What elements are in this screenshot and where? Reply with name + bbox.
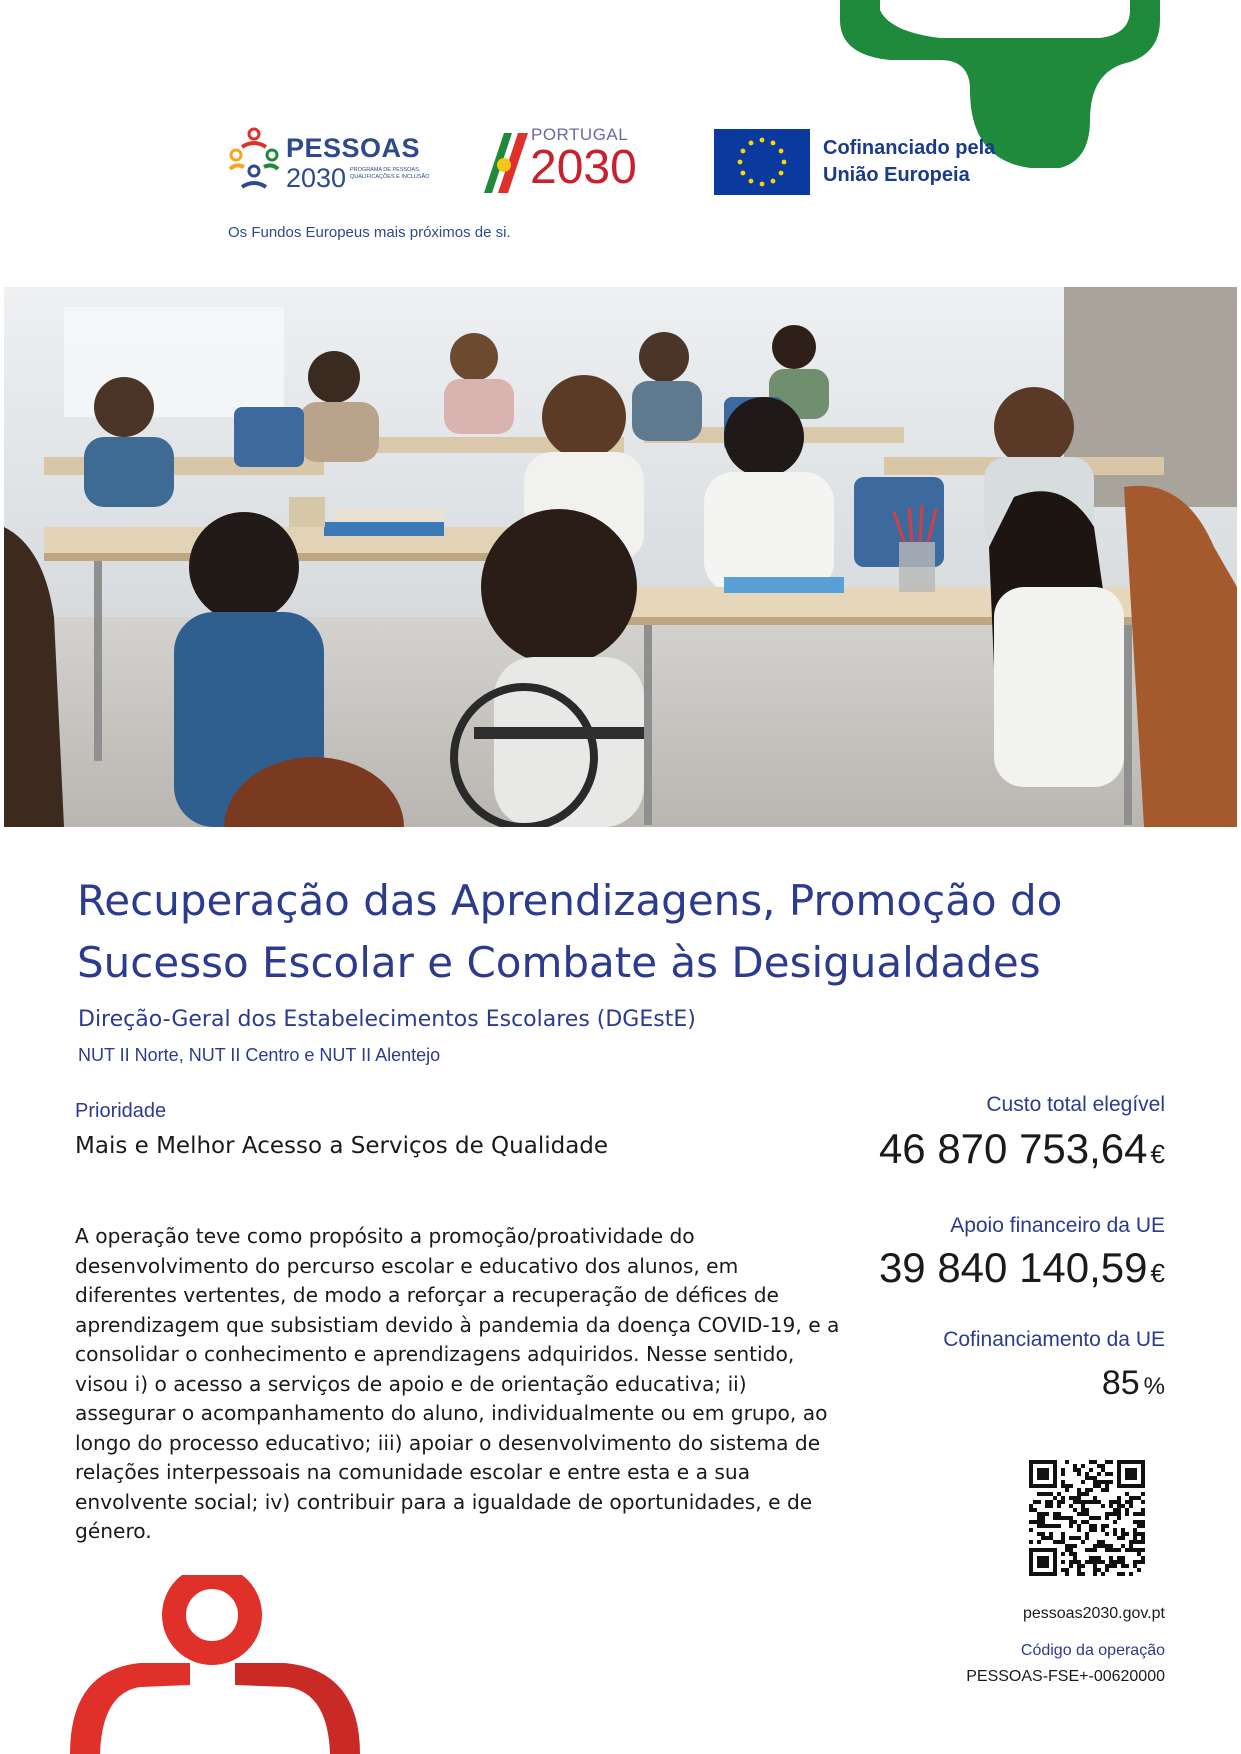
project-title-line2: Sucesso Escolar e Combate às Desigualdades [77, 938, 1041, 987]
eu-star-icon [771, 179, 776, 184]
eu-support-value [879, 1244, 1165, 1292]
eu-star-icon [771, 141, 776, 146]
total-cost-value [879, 1125, 1165, 1173]
eu-star-icon [782, 160, 787, 165]
operation-code-label: Código da operação [1020, 1642, 1165, 1659]
pessoas-figures-icon [228, 127, 280, 193]
eu-flag-icon [714, 129, 810, 195]
eu-text-line2: União Europeia [823, 164, 970, 186]
portugal2030-logo [478, 125, 653, 197]
total-cost-label: Custo total elegível [986, 1093, 1165, 1116]
percent-symbol: % [1143, 1373, 1165, 1400]
eu-star-icon [779, 149, 784, 154]
website-link[interactable]: pessoas2030.gov.pt [1022, 1605, 1165, 1622]
currency-symbol: € [1150, 1258, 1165, 1288]
regions: NUT II Norte, NUT II Centro e NUT II Alentejo [78, 1045, 441, 1065]
eu-support-label: Apoio financeiro da UE [950, 1214, 1165, 1237]
eu-star-icon [760, 138, 765, 143]
project-title-line1: Recuperação das Aprendizagens, Promoção do [77, 876, 1063, 925]
qr-code[interactable] [1029, 1460, 1145, 1576]
classroom-photo [4, 287, 1237, 827]
eu-star-icon [760, 182, 765, 187]
decorative-red-shape [40, 1575, 390, 1754]
tagline: Os Fundos Europeus mais próximos de si. [228, 224, 511, 241]
eu-cofunding-text [823, 135, 995, 189]
priority-value: Mais e Melhor Acesso a Serviços de Qualidade [75, 1133, 609, 1159]
pessoas2030-logo [228, 125, 428, 195]
cofinancing-rate: 85 [1101, 1364, 1140, 1402]
eu-star-icon [741, 171, 746, 176]
pessoas-year: 2030 [286, 163, 347, 193]
pessoas-wordmark: PESSOAS [286, 133, 421, 163]
total-cost-amount: 46 870 753,64 [878, 1125, 1148, 1172]
eu-support-amount: 39 840 140,59 [878, 1244, 1148, 1291]
priority-label: Prioridade [75, 1100, 167, 1122]
pessoas-program-name: PROGRAMA DE PESSOAS, QUALIFICAÇÕES E INCLUSÃO [350, 167, 430, 180]
project-title [77, 870, 1177, 994]
cofinancing-value [1102, 1364, 1165, 1403]
eu-star-icon [749, 141, 754, 146]
project-description: A operação teve como propósito a promoção/proatividade do desenvolvimento do percurso escolar e educativo dos alunos, em diferentes vertentes, de modo a reforçar a recuperação de défices de aprendizagem que subsistiam devido à pandemia da doença COVID-19, e a consolidar o conhecimento e aprendizagens adquiridos. Nesse sentido, visou i) o acesso a serviços de apoio e de orientação educativa; ii) assegurar o acompanhamento do aluno, individualmente ou em grupo, ao longo do processo educativo; iii) apoiar o desenvolvimento do sistema de relações interpessoais na comunidade escolar e entre esta e a sua envolvente social; iv) contribuir para a igualdade de oportunidades, e de género. [75, 1224, 840, 1543]
eu-star-icon [749, 179, 754, 184]
portugal-label: PORTUGAL [531, 125, 629, 144]
eu-cofunding-logo [714, 129, 1014, 195]
operation-code: PESSOAS-FSE+-00620000 [966, 1668, 1165, 1685]
portugal-year: 2030 [530, 141, 637, 194]
eu-star-icon [779, 171, 784, 176]
portugal-flag-icon [478, 129, 530, 193]
currency-symbol: € [1150, 1139, 1165, 1169]
eu-text-line1: Cofinanciado pela [823, 137, 996, 159]
eu-star-icon [741, 149, 746, 154]
organization-name: Direção-Geral dos Estabelecimentos Escolares (DGEstE) [78, 1007, 696, 1032]
eu-star-icon [738, 160, 743, 165]
cofinancing-label: Cofinanciamento da UE [943, 1328, 1165, 1351]
